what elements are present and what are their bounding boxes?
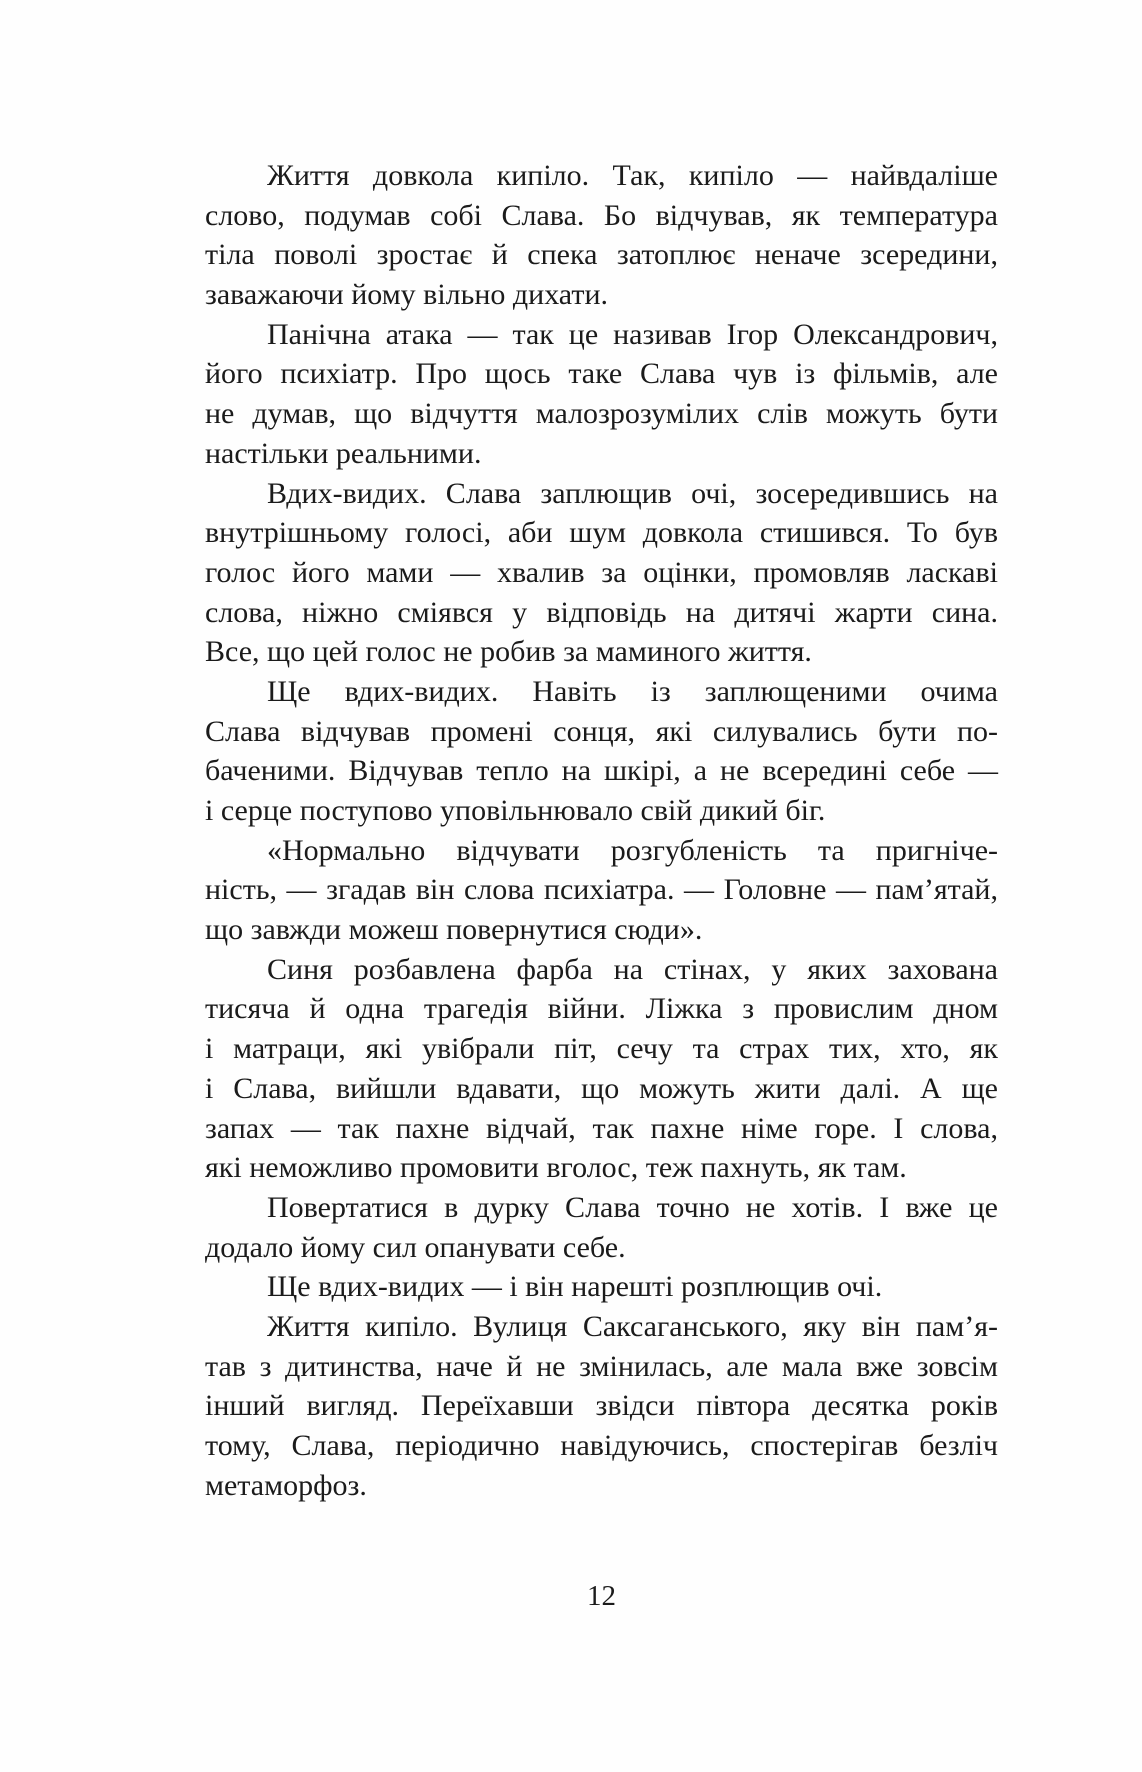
text-line: і Слава, вийшли вдавати, що можуть жити далі. А ще — [205, 1071, 998, 1105]
paragraph — [205, 672, 998, 831]
page-number: 12 — [587, 1580, 616, 1612]
text-line: що завжди можеш повернутися сюди». — [205, 913, 703, 947]
text-line: Все, що цей голос не робив за маминого життя. — [205, 635, 812, 669]
text-line: його психіатр. Про щось таке Слава чув із фільмів, але — [205, 357, 998, 391]
text-line: Повертатися в дурку Слава точно не хотів. І вже це — [267, 1190, 998, 1224]
paragraph — [205, 950, 998, 1188]
text-line: настільки реальними. — [205, 436, 482, 470]
text-line: метаморфоз. — [205, 1468, 367, 1502]
text-line: Слава відчував промені сонця, які силувались бути по- — [205, 714, 998, 748]
text-line: і серце поступово уповільнювало свій дикий біг. — [205, 794, 826, 827]
text-line: тав з дитинства, наче й не змінилась, але мала вже зовсім — [205, 1349, 998, 1383]
text-line: додало йому сил опанувати себе. — [205, 1230, 626, 1264]
text-line: інший вигляд. Переїхавши звідси півтора десятка років — [205, 1389, 998, 1423]
paragraph — [205, 1188, 998, 1267]
text-line: тому, Слава, періодично навідуючись, спостерігав безліч — [205, 1429, 998, 1462]
text-line: Синя розбавлена фарба на стінах, у яких захована — [267, 952, 998, 986]
text-line: слово, подумав собі Слава. Бо відчував, як температура — [205, 198, 998, 232]
paragraph — [205, 315, 998, 474]
paragraph — [205, 1307, 998, 1505]
text-block — [205, 156, 998, 1505]
text-line: тіла поволі зростає й спека затоплює неначе зсередини, — [205, 238, 998, 272]
text-line: Ще вдих-видих — і він нарешті розплющив очі. — [267, 1270, 883, 1304]
text-line: ність, — згадав він слова психіатра. — Головне — пам’ятай, — [205, 873, 998, 907]
text-line: слова, ніжно сміявся у відповідь на дитячі жарти сина. — [205, 595, 998, 629]
paragraph — [205, 831, 998, 950]
text-line: і матраци, які увібрали піт, сечу та страх тих, хто, як — [205, 1032, 998, 1066]
paragraph — [205, 474, 998, 672]
text-line: голос його мами — хвалив за оцінки, промовляв ласкаві — [205, 555, 998, 589]
text-line: не думав, що відчуття малозрозумілих слів можуть бути — [205, 397, 998, 431]
text-line: Панічна атака — так це називав Ігор Олександрович, — [267, 317, 998, 351]
text-line: Життя довкола кипіло. Так, кипіло — найвдаліше — [267, 159, 998, 192]
text-line: Вдих-видих. Слава заплющив очі, зосередившись на — [267, 476, 998, 510]
text-line: заважаючи йому вільно дихати. — [205, 278, 609, 312]
paragraph — [205, 156, 998, 315]
text-line: Ще вдих-видих. Навіть із заплющеними очима — [267, 674, 998, 708]
text-line: Життя кипіло. Вулиця Саксаганського, яку він пам’я- — [267, 1309, 998, 1343]
text-line: тисяча й одна трагедія війни. Ліжка з провислим дном — [205, 992, 998, 1026]
text-line: запах — так пахне відчай, так пахне німе горе. І слова, — [205, 1111, 998, 1145]
text-line: внутрішньому голосі, аби шум довкола стишився. То був — [205, 516, 998, 550]
text-line: які неможливо промовити вголос, теж пахнуть, як там. — [205, 1151, 907, 1185]
text-line: баченими. Відчував тепло на шкірі, а не всередині себе — — [205, 754, 998, 788]
paragraph — [205, 1267, 998, 1307]
text-line: «Нормально відчувати розгубленість та пригніче- — [267, 833, 998, 867]
